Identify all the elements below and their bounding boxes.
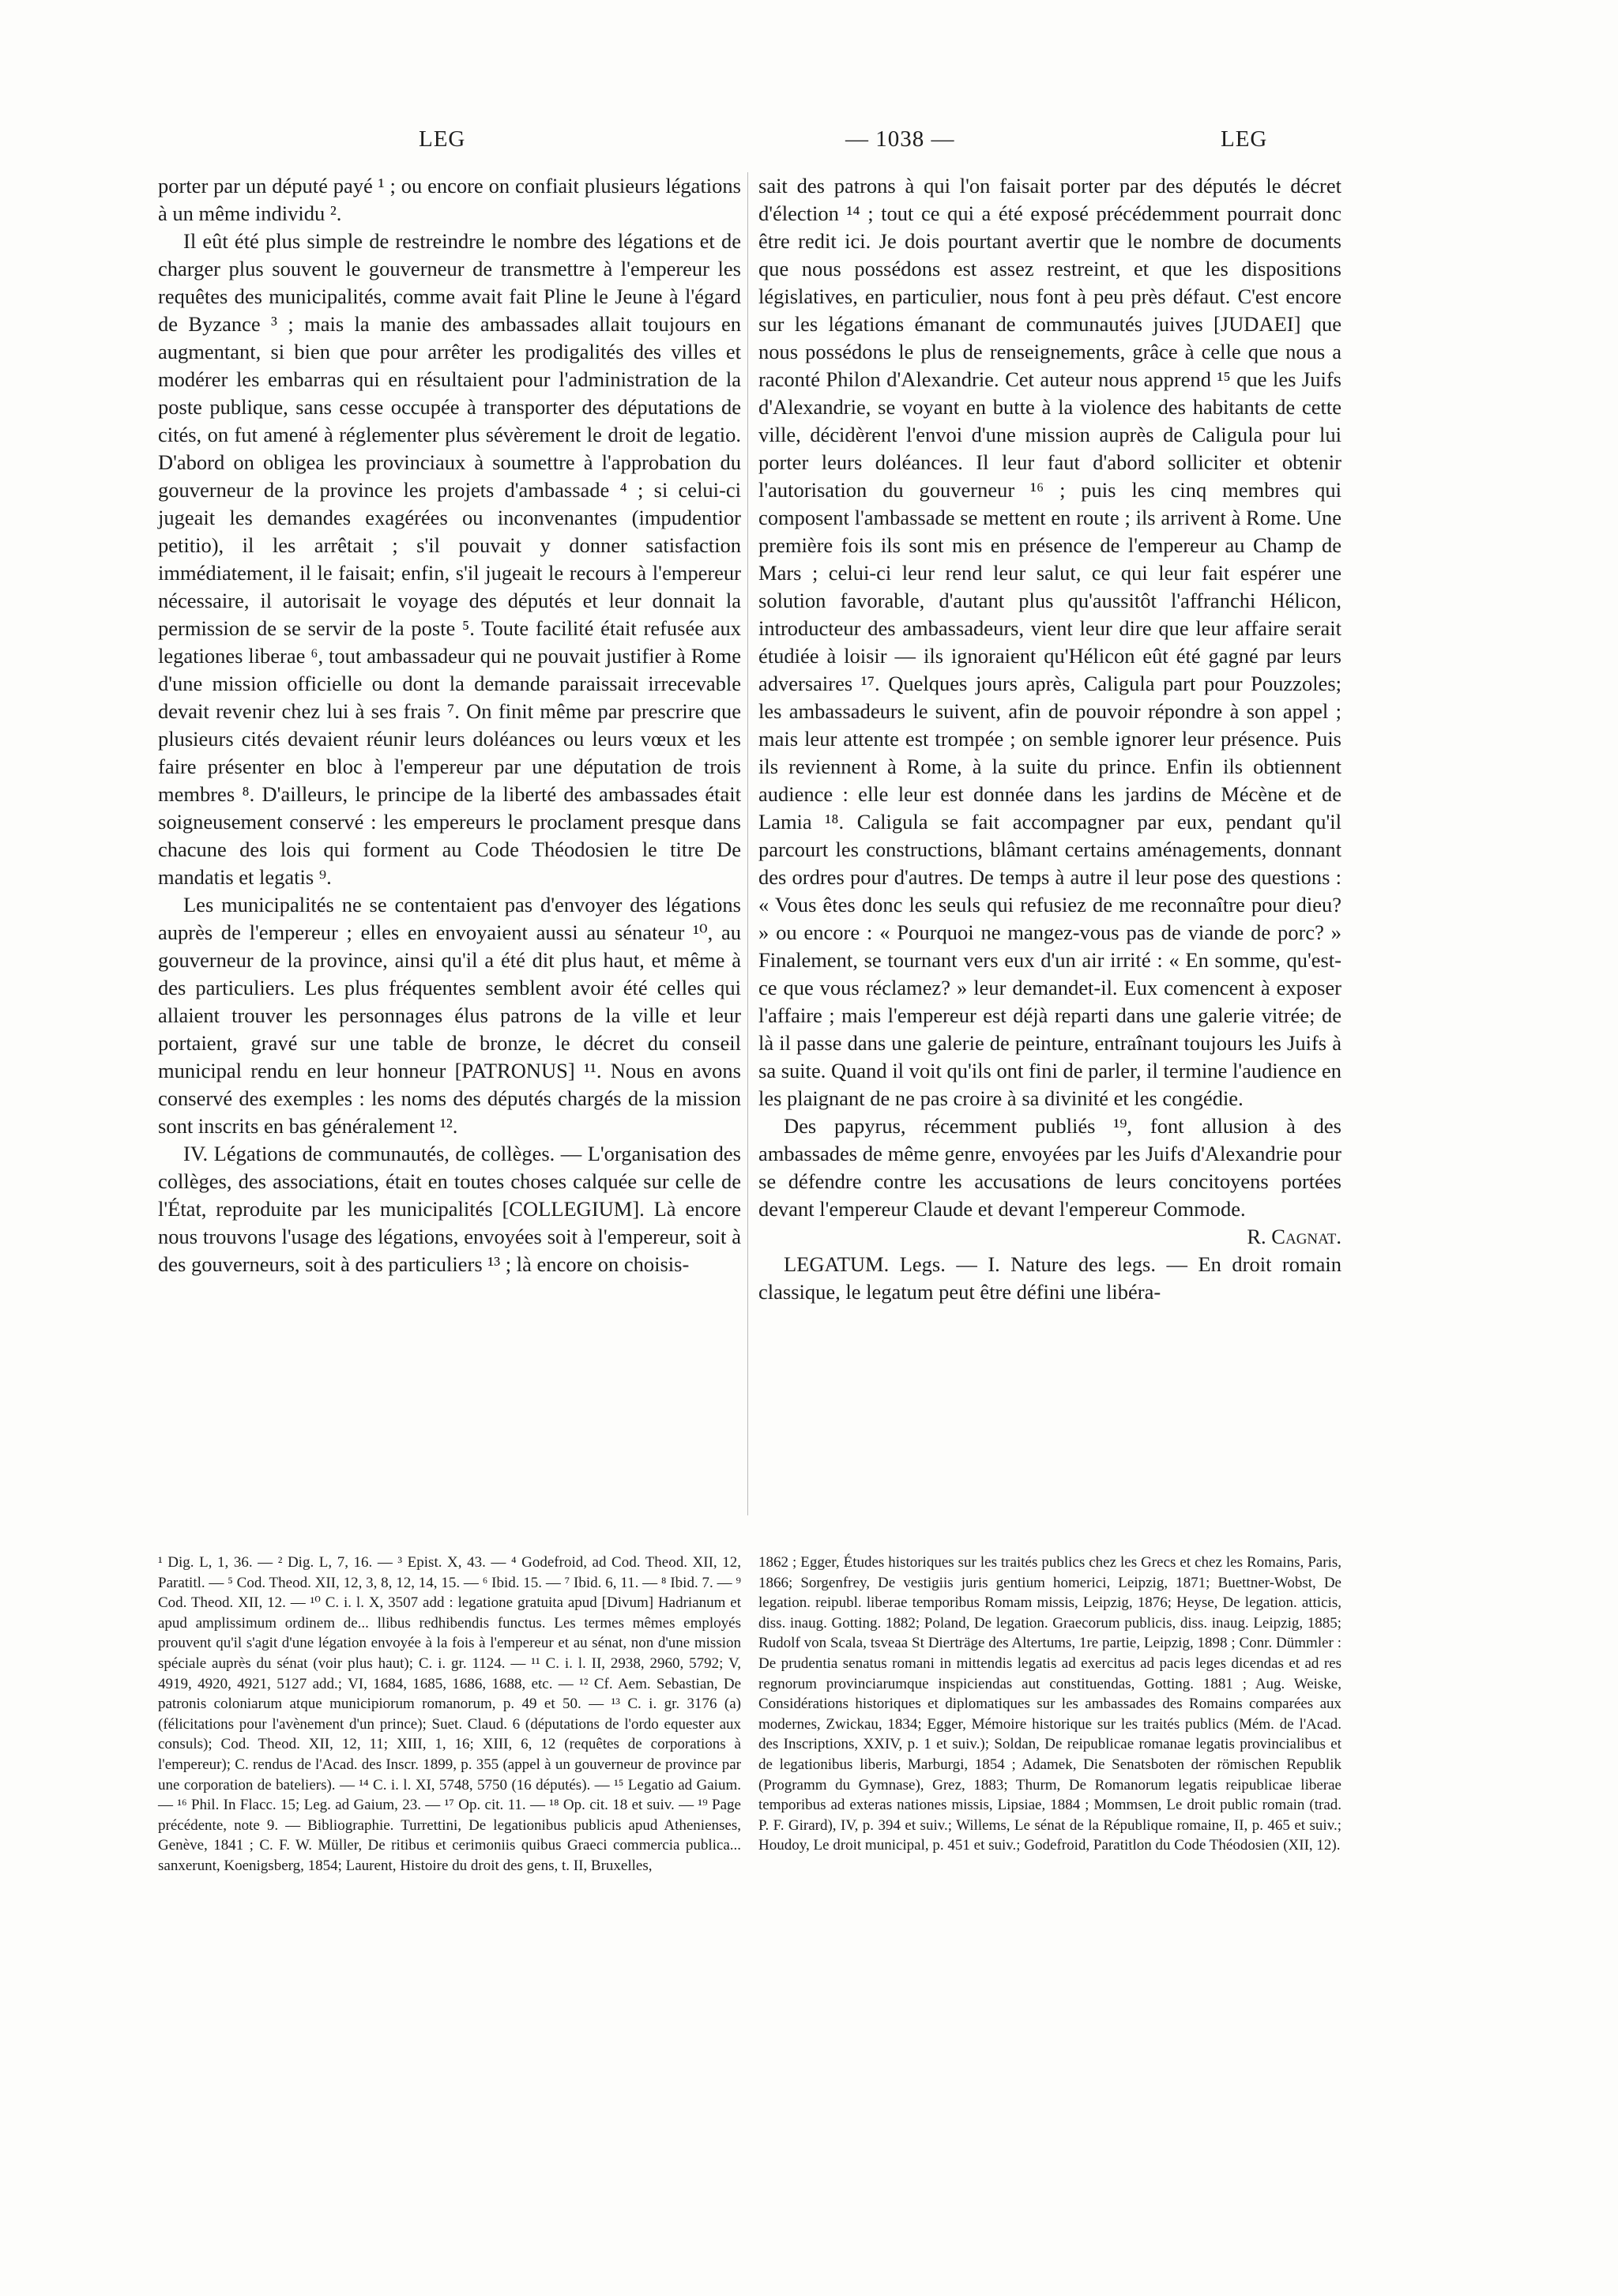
left-column: [158, 172, 741, 1278]
header-right-term: LEG: [1221, 126, 1268, 152]
header-left-term: LEG: [419, 126, 466, 152]
footnotes-right: 1862 ; Egger, Études historiques sur les traités publics chez les Grecs et chez les Romains, Paris, 1866; Sorgenfrey, De vestigiis juris gentium homerici, Leipzig, 1871; Buettner-Wobst, De legation. reipubl. liberae temporibus Romam missis, Leipzig, 1876; Heyse, De legation. atticis, diss. inaug. Gotting. 1882; Poland, De legation. Graecorum publicis, diss. inaug. Leipzig, 1885; Rudolf von Scala, tsveaa St Dierträge des Altertums, 1re partie, Leipzig, 1898 ; Conr. Dümmler : De prudentia senatus romani in mittendis legatis ad exercitus ad pacis leges dicendas et ad res regnorum provinciarumque inspiciendas aut constituendas, Gotting. 1881 ; Aug. Weiske, Considérations historiques et diplomatiques sur les ambassades des Romains comparées aux modernes, Zwickau, 1834; Egger, Mémoire historique sur les traités publics (Mém. de l'Acad. des Inscriptions, XXIV, p. 1 et suiv.); Soldan, De reipublicae romanae legatis provincialibus et de legationibus liberis, Marburgi, 1854 ; Adamek, Die Senatsboten der römischen Republik (Programm du Gymnase), Grez, 1883; Thurm, De Romanorum legatis reipublicae liberae temporibus ad exteras nationes missis, Lipsiae, 1884 ; Mommsen, Le droit public romain (trad. P. F. Girard), IV, p. 394 et suiv.; Willems, Le sénat de la République romaine, II, p. 465 et suiv.; Houdoy, Le droit municipal, p. 451 et suiv.; Godefroid, Paratitlon du Code Théodosien (XII, 12).: [758, 1554, 1341, 1854]
paragraph: Il eût été plus simple de restreindre le nombre des légations et de charger plus souvent le gouverneur de transmettre à l'empereur les requêtes des municipalités, comme avait fait Pline le Jeune à l'égard de Byzance ³ ; mais la manie des ambassades allait toujours en augmentant, si bien que pour arrêter les prodigalités des villes et modérer les embarras qui en résultaient pour l'administration de la poste publique, sans cesse occupée à transporter des députations de cités, on fut amené à réglementer plus sévèrement le droit de legatio. D'abord on obligea les provinciaux à soumettre à l'approbation du gouverneur de la province les projets d'ambassade ⁴ ; si celui-ci jugeait les demandes exagérées ou inconvenantes (impudentior petitio), il les arrêtait ; s'il pouvait y donner satisfaction immédiatement, il le faisait; enfin, s'il jugeait le recours à l'empereur nécessaire, il autorisait le voyage des députés et leur donnait la permission de se servir de la poste ⁵. Toute facilité était refusée aux legationes liberae ⁶, tout ambassadeur qui ne pouvait justifier à Rome d'une mission officielle ou dont la demande paraissait irrecevable devait revenir chez lui à ses frais ⁷. On finit même par prescrire que plusieurs cités devaient réunir leurs doléances ou leurs vœux et les faire présenter en bloc à l'empereur par une députation de trois membres ⁸. D'ailleurs, le principe de la liberté des ambassades était soigneusement conservé : les empereurs le proclament presque dans chacune des lois qui forment au Code Théodosien le titre De mandatis et legatis ⁹.: [158, 229, 741, 889]
section-heading-paragraph: IV. Légations de communautés, de collèges. — L'organisation des collèges, des associations, était en toutes choses calquée sur celle de l'État, reproduite par les municipalités [COLLEGIUM]. Là encore nous trouvons l'usage des légations, envoyées soit à l'empereur, soit à des gouverneurs, soit à des particuliers ¹³ ; là encore on choisis-: [158, 1142, 741, 1276]
footnotes-left: ¹ Dig. L, 1, 36. — ² Dig. L, 7, 16. — ³ Epist. X, 43. — ⁴ Godefroid, ad Cod. Theod. XII, 12, Paratitl. — ⁵ Cod. Theod. XII, 12, 3, 8, 12, 14, 15. — ⁶ Ibid. 15. — ⁷ Ibid. 6, 11. — ⁸ Ibid. 7. — ⁹ Cod. Theod. XII, 12. — ¹⁰ C. i. l. X, 3507 add : legatione gratuita apud [Divum] Hadrianum et apud amplissimum ordinem de... llibus redhibendis functus. Les termes mêmes employés prouvent qu'il s'agit d'une légation envoyée à la fois à l'empereur et au sénat, non d'une mission spéciale auprès du sénat (voir plus haut); C. i. gr. 1124. — ¹¹ C. i. l. II, 2938, 2960, 5792; V, 4919, 4920, 4921, 5127 add.; VI, 1684, 1685, 1686, 1688, etc. — ¹² Cf. Aem. Sebastian, De patronis coloniarum atque municipiorum romanorum, p. 49 et 50. — ¹³ C. i. gr. 3176 (a) (félicitations pour l'avènement d'un prince); Suet. Claud. 6 (députations de l'ordo equester aux consuls); Cod. Theod. XII, 12, 11; XIII, 1, 16; XIII, 6, 12 (requêtes de corporations à l'empereur); C. rendus de l'Acad. des Inscr. 1899, p. 355 (appel à un gouverneur de province par une corporation de bateliers). — ¹⁴ C. i. l. XI, 5748, 5750 (16 députés). — ¹⁵ Legatio ad Gaium. — ¹⁶ Phil. In Flacc. 15; Leg. ad Gaium, 23. — ¹⁷ Op. cit. 11. — ¹⁸ Op. cit. 18 et suiv. — ¹⁹ Page précédente, note 9. — Bibliographie. Turrettini, De legationibus publicis apud Athenienses, Genève, 1841 ; C. F. W. Müller, De ritibus et cerimoniis quibus Graeci commercia publica... sanxerunt, Koenigsberg, 1854; Laurent, Histoire du droit des gens, t. II, Bruxelles,: [158, 1554, 741, 1874]
page-number: — 1038 —: [845, 126, 955, 152]
paragraph: porter par un député payé ¹ ; ou encore on confiait plusieurs légations à un même individu ².: [158, 174, 741, 225]
paragraph: Les municipalités ne se contentaient pas d'envoyer des légations auprès de l'empereur ; elles en envoyaient aussi au sénateur ¹⁰, au gouverneur de la province, ainsi qu'il a été dit plus haut, et même à des particuliers. Les plus fréquentes semblent avoir été celles qui allaient trouver les personnages élus patrons de la ville et leur portaient, gravé sur une table de bronze, le décret du conseil municipal rendu en leur honneur [PATRONUS] ¹¹. Nous en avons conservé des exemples : les noms des députés chargés de la mission sont inscrits en bas généralement ¹².: [158, 893, 741, 1138]
right-column: [758, 172, 1341, 1306]
author-signature: R. Cagnat.: [1247, 1225, 1341, 1248]
paragraph: sait des patrons à qui l'on faisait porter par des députés le décret d'élection ¹⁴ ; tout ce qui a été exposé précédemment pourrait donc être redit ici. Je dois pourtant avertir que le nombre de documents que nous possédons est assez restreint, et que les dispositions législatives, en particulier, nous font à peu près défaut. C'est encore sur les légations émanant de communautés juives [JUDAEI] que nous possédons le plus de renseignements, grâce à celle que nous a raconté Philon d'Alexandrie. Cet auteur nous apprend ¹⁵ que les Juifs d'Alexandrie, se voyant en butte à la violence des habitants de cette ville, décidèrent l'envoi d'une mission auprès de Caligula pour lui porter leurs doléances. Il leur faut d'abord solliciter et obtenir l'autorisation du gouverneur ¹⁶ ; puis les cinq membres qui composent l'ambassade se mettent en route ; ils arrivent à Rome. Une première fois ils sont mis en présence de l'empereur au Champ de Mars ; celui-ci leur rend leur salut, ce qui leur fait espérer une solution favorable, d'autant plus qu'aussitôt l'affranchi Hélicon, introducteur des ambassadeurs, vient leur dire que leur affaire serait étudiée à loisir — ils ignoraient qu'Hélicon eût été gagné par leurs adversaires ¹⁷. Quelques jours après, Caligula part pour Pouzzoles; les ambassadeurs le suivent, afin de pouvoir répondre à son appel ; mais leur attente est trompée ; on semble ignorer leur présence. Puis ils reviennent à Rome, à la suite du prince. Enfin ils obtiennent audience : elle leur est donnée dans les jardins de Mécène et de Lamia ¹⁸. Caligula se fait accompagner par eux, pendant qu'il parcourt les constructions, blâmant certains aménagements, donnant des ordres pour d'autres. De temps à autre il leur pose des questions : « Vous êtes donc les seuls qui refusiez de me reconnaître pour dieu? » ou encore : « Pourquoi ne mangez-vous pas de viande de porc? » Finalement, se tournant vers eux d'un air irrité : « En somme, qu'est-ce que vous réclamez? » leur demandet-il. Eux comencent à exposer l'affaire ; mais l'empereur est déjà reparti dans une galerie vitrée; de là il passe dans une galerie de peinture, entraînant toujours les Juifs à sa suite. Quand il voit qu'ils ont fini de parler, il termine l'audience en les plaignant de ne pas croire à sa divinité et les congédie.: [758, 174, 1341, 1110]
column-divider: [747, 172, 748, 1515]
running-header: [158, 126, 1454, 158]
paragraph: Des papyrus, récemment publiés ¹⁹, font allusion à des ambassades de même genre, envoyées par les Juifs d'Alexandrie pour se défendre contre les accusations de leurs concitoyens portées devant l'empereur Claude et devant l'empereur Commode.: [758, 1114, 1341, 1221]
entry-heading-paragraph: LEGATUM. Legs. — I. Nature des legs. — En droit romain classique, le legatum peut être défini une libéra-: [758, 1252, 1341, 1304]
